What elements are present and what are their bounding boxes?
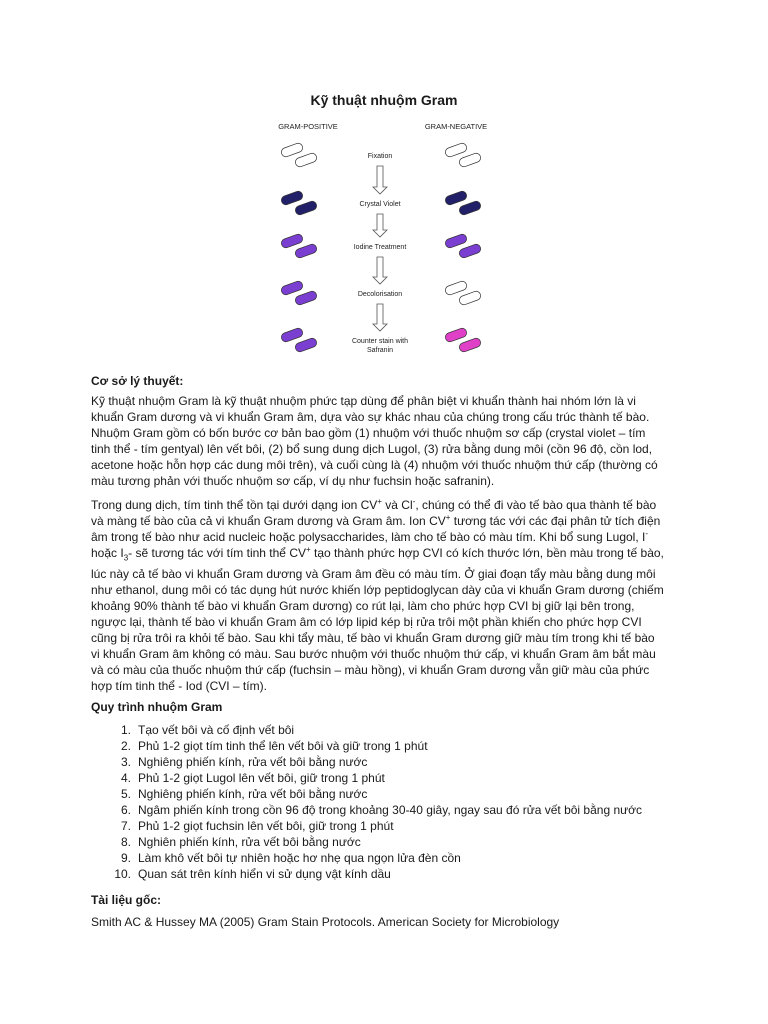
gram-negative-bacterium bbox=[444, 142, 468, 158]
gram-positive-bacterium bbox=[280, 142, 304, 158]
gram-negative-bacterium bbox=[458, 337, 482, 353]
step-label: Safranin bbox=[366, 347, 394, 354]
gram-negative-bacterium bbox=[444, 327, 468, 343]
gram-positive-bacterium bbox=[280, 280, 304, 296]
stain-step-1 bbox=[280, 142, 482, 194]
text-line: hoặc $I_3-$ sẽ tương tác với tím tinh thể CV+ tạo thành phức hợp CVI có kích thước lớn, bền màu trong tế bào, bbox=[91, 545, 664, 563]
step-label: Counter stain with bbox=[351, 338, 409, 345]
gram-negative-bacterium bbox=[444, 233, 468, 249]
text-line: acetone hoặc hỗn hợp các dung môi trên), và cuối cùng là (4) nhuộm với thuốc nhuộm thứ cấp (thường có bbox=[91, 458, 658, 472]
gram-positive-bacterium bbox=[294, 337, 318, 353]
gram-negative-header: GRAM-NEGATIVE bbox=[424, 122, 488, 131]
gram-positive-bacterium bbox=[294, 152, 318, 168]
text-line: màu tương phản với thuốc nhuộm sơ cấp, ví dụ như fuchsin hoặc safranin). bbox=[91, 474, 495, 488]
step-label: Fixation bbox=[367, 153, 393, 160]
list-item: 6. Ngâm phiến kính trong cồn 96 độ trong khoảng 30-40 giây, ngay sau đó rửa vết bôi bằng nước bbox=[120, 803, 643, 817]
gram-negative-bacterium bbox=[444, 280, 468, 296]
text-line: vi khuẩn Gram âm không có màu. Sau bước nhuộm với thuốc nhuộm thứ cấp, vi khuẩn Gram âm bắt màu bbox=[91, 647, 656, 662]
text-line: và có màu của thuốc nhuộm thứ cấp (fuchsin – màu hồng), vi khuẩn Gram dương vẫn giữ màu của phức bbox=[91, 663, 650, 678]
gram-positive-bacterium bbox=[280, 327, 304, 343]
down-arrow-icon bbox=[373, 257, 387, 284]
down-arrow-icon bbox=[373, 166, 387, 194]
list-item: 4. Phủ 1-2 giọt Lugol lên vết bôi, giữ trong 1 phút bbox=[120, 771, 385, 785]
gram-positive-bacterium bbox=[280, 233, 304, 249]
gram-stain-diagram bbox=[270, 118, 500, 364]
gram-positive-bacterium bbox=[294, 290, 318, 306]
text-line: âm trong tế bào như acid nucleic hoặc polysaccharides, làm cho tế bào có màu tím. Khi bổ sung Lugol, I- bbox=[91, 529, 649, 544]
gram-negative-bacterium bbox=[458, 200, 482, 216]
procedure-list bbox=[91, 722, 691, 882]
stain-step-4 bbox=[280, 280, 482, 331]
gram-negative-bacterium bbox=[444, 190, 468, 206]
reference-item: Smith AC & Hussey MA (2005) Gram Stain Protocols. American Society for Microbiology bbox=[91, 915, 560, 929]
list-item: 10. Quan sát trên kính hiển vi sử dụng vật kính dầu bbox=[114, 867, 391, 881]
text-line: và màng tế bào của cả vi khuẩn Gram dương và Gram âm. Ion CV+ tương tác với các đại phân tử tích điện bbox=[91, 513, 661, 528]
gram-positive-bacterium bbox=[294, 200, 318, 216]
text-line: Trong dung dịch, tím tinh thể tồn tại dưới dạng ion CV+ và Cl-, chúng có thể đi vào tế bào qua thành tế bào bbox=[91, 497, 657, 512]
gram-negative-bacterium bbox=[458, 290, 482, 306]
list-item: 8. Nghiên phiến kính, rửa vết bôi bằng nước bbox=[120, 835, 361, 849]
text-line: khoảng 90% thành tế bào vi khuẩn Gram dương) co rút lại, làm cho phức hợp CVI bị giữ lại bên trong, bbox=[91, 599, 635, 614]
gram-negative-bacterium bbox=[458, 152, 482, 168]
text-line: tinh thể - tím gentyal) lên vết bôi, (2) bổ sung dung dịch Lugol, (3) rửa bằng dung môi (cồn 96 độ, cồn lod, bbox=[91, 442, 653, 456]
theory-paragraph-1 bbox=[91, 393, 681, 489]
text-line: cũng bị rửa trôi ra khỏi tế bào. Sau khi tẩy màu, tế bào vi khuẩn Gram dương giữ màu tím trong khi tế bào bbox=[91, 631, 655, 646]
stain-step-5 bbox=[280, 327, 482, 354]
down-arrow-icon bbox=[373, 304, 387, 331]
gram-positive-bacterium bbox=[280, 190, 304, 206]
step-label: Decolorisation bbox=[357, 291, 403, 298]
text-line: lúc này cả tế bào vi khuẩn Gram dương và Gram âm đều có màu tím. Ở giai đoạn tẩy màu bằng dung môi bbox=[91, 567, 656, 582]
list-item: 9. Làm khô vết bôi tự nhiên hoặc hơ nhẹ qua ngọn lửa đèn cồn bbox=[120, 851, 461, 865]
theory-paragraph-2 bbox=[91, 497, 681, 694]
step-label: Crystal Violet bbox=[359, 201, 401, 208]
list-item: 7. Phủ 1-2 giọt fuchsin lên vết bôi, giữ trong 1 phút bbox=[120, 819, 394, 833]
page-title: Kỹ thuật nhuộm Gram bbox=[310, 92, 458, 108]
gram-negative-bacterium bbox=[458, 243, 482, 259]
stain-step-3 bbox=[280, 233, 482, 284]
list-item: 3. Nghiêng phiến kính, rửa vết bôi bằng nước bbox=[120, 755, 368, 769]
text-line: ngược lại, thành tế bào vi khuẩn Gram âm có lớp lipid kép bị rửa trôi một phần khiến cho phức hợp CVI bbox=[91, 615, 642, 630]
list-item: 5. Nghiêng phiến kính, rửa vết bôi bằng nước bbox=[120, 787, 368, 801]
text-line: khuẩn Gram dương và vi khuẩn Gram âm, dựa vào sự khác nhau của chúng trong cấu trúc thành tế bào. bbox=[91, 410, 650, 424]
list-item: 1. Tạo vết bôi và cố định vết bôi bbox=[120, 723, 295, 737]
stain-step-2 bbox=[280, 190, 482, 237]
down-arrow-icon bbox=[373, 214, 387, 237]
theory-heading: Cơ sở lý thuyết: bbox=[91, 374, 184, 388]
step-label: Iodine Treatment bbox=[353, 244, 407, 251]
gram-positive-header: GRAM-POSITIVE bbox=[278, 122, 338, 131]
text-line: Nhuộm Gram gồm có bốn bước cơ bản bao gồm (1) nhuộm với thuốc nhuộm sơ cấp (crystal violet – tím bbox=[91, 426, 646, 440]
references-heading: Tài liệu gốc: bbox=[91, 893, 162, 907]
text-line: Kỹ thuật nhuộm Gram là kỹ thuật nhuộm phức tạp dùng để phân biệt vi khuẩn thành hai nhóm lớn là vi bbox=[91, 394, 636, 408]
text-line: như ethanol, dung môi có tác dụng hút nước khiến lớp peptidoglycan dày của vi khuẩn Gram dương (chiếm bbox=[91, 583, 664, 598]
list-item: 2. Phủ 1-2 giọt tím tinh thể lên vết bôi và giữ trong 1 phút bbox=[120, 739, 428, 753]
text-line: hợp tím tinh thể - Iod (CVI – tím). bbox=[91, 679, 267, 694]
gram-positive-bacterium bbox=[294, 243, 318, 259]
procedure-heading: Quy trình nhuộm Gram bbox=[91, 700, 223, 714]
